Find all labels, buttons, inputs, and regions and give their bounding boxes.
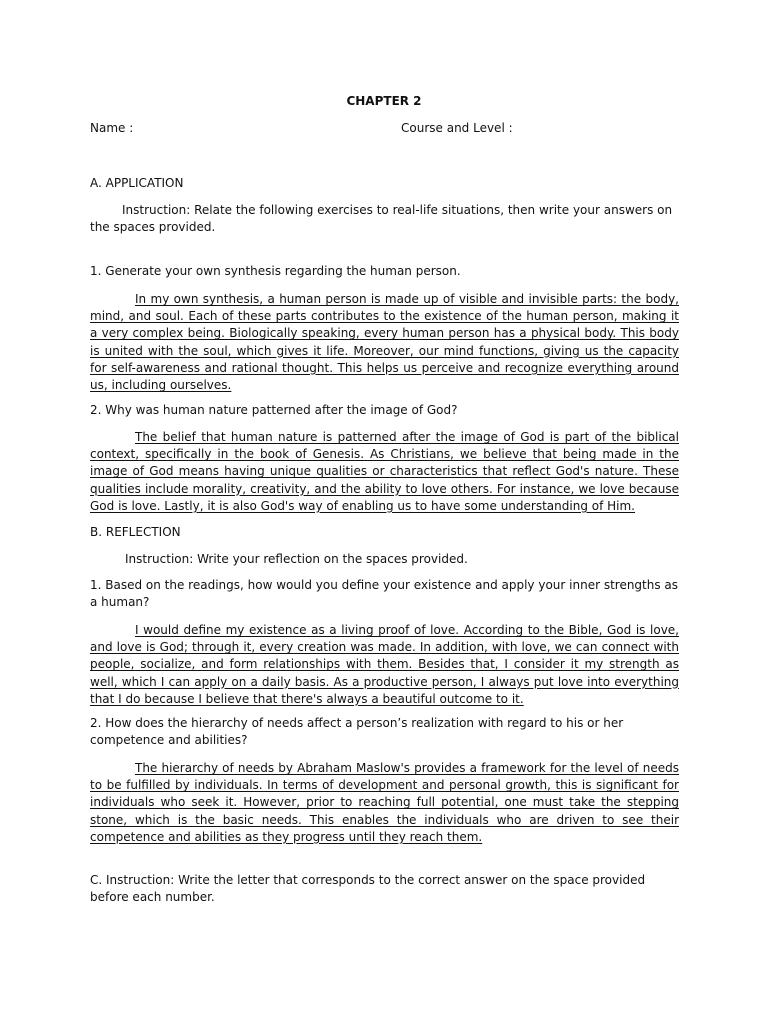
section-c-instruction: C. Instruction: Write the letter that corresponds to the correct answer on the space provided before each number. xyxy=(90,873,646,905)
section-a-answer-1 xyxy=(90,291,679,394)
section-a-instruction xyxy=(90,202,680,236)
section-b-question-2: 2. How does the hierarchy of needs affect a person’s realization with regard to his or her competence and abilities? xyxy=(90,716,624,748)
section-a-answer-2 xyxy=(90,429,679,515)
section-a-instruction-text: Instruction: Relate the following exercises to real-life situations, then write your answers on the spaces provided. xyxy=(90,203,673,235)
section-b-answer-2 xyxy=(90,760,679,846)
section-b-answer-1-text: I would define my existence as a living proof of love. According to the Bible, God is love, and love is God; through it, every creation was made. In addition, with love, we can connect with people, socialize, and form relationships with them. Besides that, I consider it my strength as well, which I can apply on a daily basis. As a productive person, I always put love into everything that I do because I believe that there's always a beautiful outcome to it. xyxy=(90,623,679,706)
section-a-heading: A. APPLICATION xyxy=(90,176,184,190)
chapter-title: CHAPTER 2 xyxy=(346,94,422,108)
section-b-answer-1 xyxy=(90,622,679,708)
section-b-instruction-text: Instruction: Write your reflection on the spaces provided. xyxy=(125,552,468,566)
section-b-instruction xyxy=(90,551,680,568)
section-b-answer-2-text: The hierarchy of needs by Abraham Maslow's provides a framework for the level of needs to be fulfilled by individuals. In terms of development and personal growth, this is significant for individuals who seek it. However, prior to reaching full potential, one must take the stepping stone, which is the basic needs. This enables the individuals who are driven to see their competence and abilities as they progress until they reach them. xyxy=(90,761,679,844)
course-level-label: Course and Level : xyxy=(401,121,513,135)
section-a-answer-2-text: The belief that human nature is patterned after the image of God is part of the biblical context, specifically in the book of Genesis. As Christians, we believe that being made in the image of God means having unique qualities or characteristics that reflect God's nature. These qualities include morality, creativity, and the ability to love others. For instance, we love because God is love. Lastly, it is also God's way of enabling us to have some understanding of Him. xyxy=(90,430,679,513)
section-a-question-1: 1. Generate your own synthesis regarding the human person. xyxy=(90,264,461,278)
section-b-question-1: 1. Based on the readings, how would you define your existence and apply your inner strengths as a human? xyxy=(90,578,679,610)
name-label: Name : xyxy=(90,121,134,135)
section-a-question-2: 2. Why was human nature patterned after the image of God? xyxy=(90,403,458,417)
section-b-heading: B. REFLECTION xyxy=(90,525,181,539)
section-a-answer-1-text: In my own synthesis, a human person is made up of visible and invisible parts: the body, mind, and soul. Each of these parts contributes to the existence of the human person, making it a very complex being. Biologically speaking, every human person has a physical body. This body is united with the soul, which gives it life. Moreover, our mind functions, giving us the capacity for self-awareness and rational thought. This helps us perceive and recognize everything around us, including ourselves. xyxy=(90,292,679,393)
